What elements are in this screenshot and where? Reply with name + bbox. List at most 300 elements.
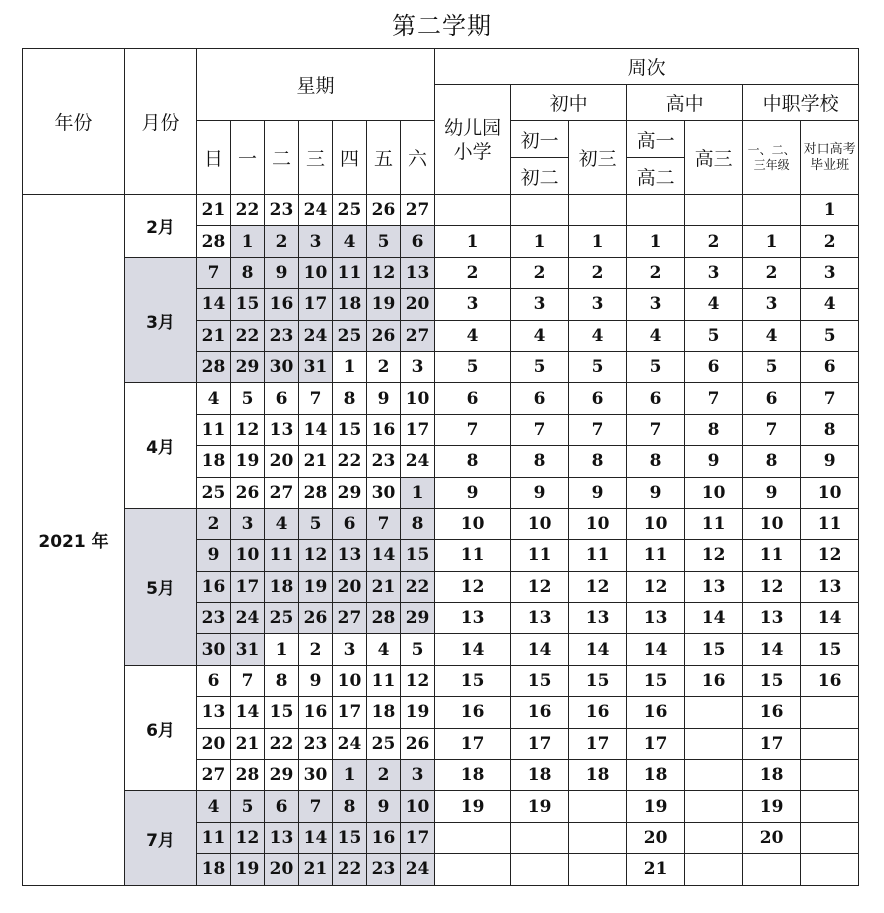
day-cell: 16 — [197, 571, 231, 602]
day-cell: 7 — [367, 508, 401, 539]
day-cell: 5 — [401, 634, 435, 665]
day-cell: 12 — [299, 540, 333, 571]
month-cell: 4月 — [125, 383, 197, 509]
day-cell: 25 — [333, 195, 367, 226]
week-cell-junior-1-2: 8 — [511, 446, 569, 477]
day-cell: 28 — [197, 226, 231, 257]
week-cell-voc-exam — [801, 854, 859, 885]
day-cell: 13 — [265, 822, 299, 853]
month-cell: 6月 — [125, 665, 197, 791]
day-cell: 8 — [231, 257, 265, 288]
day-cell: 31 — [231, 634, 265, 665]
day-cell: 10 — [401, 383, 435, 414]
week-cell-senior-1-2: 18 — [627, 760, 685, 791]
week-cell-senior-1-2: 4 — [627, 320, 685, 351]
year-cell: 2021 年 — [23, 195, 125, 886]
day-cell: 8 — [333, 791, 367, 822]
week-cell-junior-3: 13 — [569, 603, 627, 634]
table-row — [23, 195, 859, 226]
day-cell: 10 — [299, 257, 333, 288]
week-cell-voc-exam: 10 — [801, 477, 859, 508]
day-cell: 17 — [231, 571, 265, 602]
week-cell-kindergarten: 14 — [435, 634, 511, 665]
week-cell-junior-3: 12 — [569, 571, 627, 602]
week-cell-voc-grades: 15 — [743, 665, 801, 696]
header-junior: 初中 — [511, 85, 627, 121]
day-cell: 13 — [333, 540, 367, 571]
day-cell: 8 — [265, 665, 299, 696]
week-cell-junior-1-2: 11 — [511, 540, 569, 571]
day-cell: 17 — [401, 822, 435, 853]
day-cell: 24 — [299, 320, 333, 351]
week-cell-junior-3: 5 — [569, 351, 627, 382]
week-cell-kindergarten: 3 — [435, 289, 511, 320]
day-cell: 29 — [333, 477, 367, 508]
week-cell-voc-exam: 11 — [801, 508, 859, 539]
header-week-count: 周次 — [435, 49, 859, 85]
week-cell-voc-grades: 16 — [743, 697, 801, 728]
week-cell-junior-3: 1 — [569, 226, 627, 257]
day-cell: 19 — [367, 289, 401, 320]
day-cell: 21 — [197, 195, 231, 226]
day-cell: 19 — [401, 697, 435, 728]
day-cell: 6 — [265, 791, 299, 822]
week-cell-junior-1-2 — [511, 854, 569, 885]
week-cell-voc-grades: 11 — [743, 540, 801, 571]
week-cell-senior-3 — [685, 854, 743, 885]
week-cell-kindergarten: 13 — [435, 603, 511, 634]
day-cell: 27 — [333, 603, 367, 634]
day-cell: 2 — [299, 634, 333, 665]
week-cell-junior-3: 8 — [569, 446, 627, 477]
day-cell: 4 — [333, 226, 367, 257]
day-cell: 14 — [299, 414, 333, 445]
week-cell-kindergarten: 12 — [435, 571, 511, 602]
week-cell-senior-1-2: 1 — [627, 226, 685, 257]
day-cell: 18 — [197, 854, 231, 885]
day-cell: 27 — [401, 195, 435, 226]
day-cell: 23 — [265, 320, 299, 351]
week-cell-kindergarten — [435, 195, 511, 226]
week-cell-voc-grades: 1 — [743, 226, 801, 257]
week-cell-junior-3 — [569, 854, 627, 885]
day-cell: 29 — [265, 760, 299, 791]
day-cell: 21 — [299, 854, 333, 885]
week-cell-kindergarten: 9 — [435, 477, 511, 508]
week-cell-senior-3: 11 — [685, 508, 743, 539]
day-cell: 11 — [367, 665, 401, 696]
week-cell-voc-exam — [801, 728, 859, 759]
day-cell: 16 — [367, 414, 401, 445]
week-cell-junior-1-2: 19 — [511, 791, 569, 822]
week-cell-voc-grades: 6 — [743, 383, 801, 414]
week-cell-junior-3 — [569, 195, 627, 226]
week-cell-senior-3 — [685, 760, 743, 791]
week-cell-junior-3: 16 — [569, 697, 627, 728]
week-cell-kindergarten: 8 — [435, 446, 511, 477]
week-cell-junior-1-2: 16 — [511, 697, 569, 728]
day-cell: 3 — [231, 508, 265, 539]
week-cell-senior-3 — [685, 791, 743, 822]
table-row — [23, 508, 859, 539]
week-cell-kindergarten: 7 — [435, 414, 511, 445]
header-month: 月份 — [125, 49, 197, 195]
day-cell: 11 — [197, 822, 231, 853]
week-cell-kindergarten — [435, 822, 511, 853]
header-senior-3: 高三 — [685, 121, 743, 195]
week-cell-voc-exam — [801, 760, 859, 791]
day-cell: 12 — [231, 822, 265, 853]
day-cell: 6 — [401, 226, 435, 257]
week-cell-junior-3 — [569, 822, 627, 853]
week-cell-junior-3: 11 — [569, 540, 627, 571]
week-cell-senior-1-2: 9 — [627, 477, 685, 508]
week-cell-senior-3: 16 — [685, 665, 743, 696]
page-title: 第二学期 — [392, 12, 492, 40]
day-cell: 12 — [231, 414, 265, 445]
week-cell-junior-1-2 — [511, 195, 569, 226]
day-cell: 7 — [299, 383, 333, 414]
table-row — [23, 791, 859, 822]
day-cell: 16 — [265, 289, 299, 320]
week-cell-kindergarten: 11 — [435, 540, 511, 571]
header-vocational: 中职学校 — [743, 85, 859, 121]
day-cell: 6 — [333, 508, 367, 539]
header-senior-2: 高二 — [627, 158, 685, 195]
week-cell-senior-3: 13 — [685, 571, 743, 602]
day-cell: 28 — [197, 351, 231, 382]
week-cell-kindergarten: 5 — [435, 351, 511, 382]
week-cell-senior-1-2: 14 — [627, 634, 685, 665]
day-cell: 2 — [367, 351, 401, 382]
day-cell: 3 — [299, 226, 333, 257]
week-cell-voc-grades: 5 — [743, 351, 801, 382]
day-cell: 2 — [265, 226, 299, 257]
week-cell-kindergarten: 2 — [435, 257, 511, 288]
day-cell: 14 — [367, 540, 401, 571]
week-cell-senior-3 — [685, 195, 743, 226]
week-cell-senior-3 — [685, 822, 743, 853]
day-cell: 21 — [231, 728, 265, 759]
week-cell-kindergarten: 16 — [435, 697, 511, 728]
day-cell: 27 — [265, 477, 299, 508]
month-cell: 5月 — [125, 508, 197, 665]
day-cell: 23 — [299, 728, 333, 759]
header-junior-1: 初一 — [511, 121, 569, 158]
week-cell-voc-grades: 2 — [743, 257, 801, 288]
week-cell-voc-grades: 4 — [743, 320, 801, 351]
week-cell-senior-1-2: 21 — [627, 854, 685, 885]
day-cell: 22 — [231, 320, 265, 351]
week-cell-kindergarten: 15 — [435, 665, 511, 696]
day-cell: 6 — [265, 383, 299, 414]
week-cell-voc-grades: 10 — [743, 508, 801, 539]
day-cell: 15 — [333, 414, 367, 445]
weekday-sun: 日 — [197, 121, 231, 195]
day-cell: 12 — [401, 665, 435, 696]
day-cell: 25 — [197, 477, 231, 508]
week-cell-junior-1-2: 17 — [511, 728, 569, 759]
day-cell: 23 — [367, 854, 401, 885]
week-cell-junior-1-2: 13 — [511, 603, 569, 634]
day-cell: 17 — [299, 289, 333, 320]
day-cell: 22 — [333, 446, 367, 477]
week-cell-voc-exam: 14 — [801, 603, 859, 634]
week-cell-senior-1-2 — [627, 195, 685, 226]
week-cell-junior-3: 2 — [569, 257, 627, 288]
day-cell: 9 — [265, 257, 299, 288]
week-cell-senior-1-2: 17 — [627, 728, 685, 759]
week-cell-senior-1-2: 20 — [627, 822, 685, 853]
day-cell: 9 — [197, 540, 231, 571]
week-cell-junior-3: 4 — [569, 320, 627, 351]
week-cell-junior-1-2: 1 — [511, 226, 569, 257]
week-cell-senior-3: 2 — [685, 226, 743, 257]
week-cell-junior-3: 3 — [569, 289, 627, 320]
day-cell: 2 — [197, 508, 231, 539]
day-cell: 26 — [231, 477, 265, 508]
day-cell: 21 — [367, 571, 401, 602]
week-cell-kindergarten: 10 — [435, 508, 511, 539]
week-cell-senior-3: 6 — [685, 351, 743, 382]
week-cell-junior-3: 14 — [569, 634, 627, 665]
week-cell-junior-1-2 — [511, 822, 569, 853]
day-cell: 28 — [231, 760, 265, 791]
week-cell-voc-grades: 14 — [743, 634, 801, 665]
day-cell: 11 — [197, 414, 231, 445]
day-cell: 9 — [299, 665, 333, 696]
day-cell: 16 — [367, 822, 401, 853]
week-cell-senior-1-2: 6 — [627, 383, 685, 414]
week-cell-senior-3 — [685, 697, 743, 728]
day-cell: 24 — [299, 195, 333, 226]
day-cell: 27 — [401, 320, 435, 351]
week-cell-voc-grades: 3 — [743, 289, 801, 320]
header-junior-3: 初三 — [569, 121, 627, 195]
week-cell-senior-3: 8 — [685, 414, 743, 445]
week-cell-voc-exam: 1 — [801, 195, 859, 226]
week-cell-junior-1-2: 4 — [511, 320, 569, 351]
day-cell: 5 — [231, 383, 265, 414]
day-cell: 15 — [333, 822, 367, 853]
day-cell: 4 — [197, 383, 231, 414]
week-cell-senior-3: 15 — [685, 634, 743, 665]
day-cell: 11 — [333, 257, 367, 288]
calendar-table — [22, 48, 859, 886]
weekday-tue: 二 — [265, 121, 299, 195]
day-cell: 1 — [401, 477, 435, 508]
week-cell-voc-exam: 12 — [801, 540, 859, 571]
day-cell: 17 — [333, 697, 367, 728]
header-senior-1: 高一 — [627, 121, 685, 158]
day-cell: 15 — [231, 289, 265, 320]
week-cell-voc-exam: 7 — [801, 383, 859, 414]
week-cell-junior-1-2: 7 — [511, 414, 569, 445]
week-cell-junior-3: 7 — [569, 414, 627, 445]
week-cell-senior-3: 5 — [685, 320, 743, 351]
week-cell-voc-exam: 8 — [801, 414, 859, 445]
day-cell: 10 — [401, 791, 435, 822]
day-cell: 14 — [231, 697, 265, 728]
week-cell-senior-3: 14 — [685, 603, 743, 634]
week-cell-junior-3: 10 — [569, 508, 627, 539]
week-cell-voc-exam: 6 — [801, 351, 859, 382]
day-cell: 28 — [299, 477, 333, 508]
day-cell: 1 — [333, 760, 367, 791]
week-cell-junior-3: 15 — [569, 665, 627, 696]
day-cell: 9 — [367, 791, 401, 822]
day-cell: 30 — [197, 634, 231, 665]
week-cell-kindergarten: 18 — [435, 760, 511, 791]
day-cell: 11 — [265, 540, 299, 571]
day-cell: 22 — [231, 195, 265, 226]
day-cell: 1 — [265, 634, 299, 665]
day-cell: 27 — [197, 760, 231, 791]
week-cell-junior-1-2: 18 — [511, 760, 569, 791]
day-cell: 14 — [299, 822, 333, 853]
day-cell: 22 — [265, 728, 299, 759]
day-cell: 23 — [197, 603, 231, 634]
day-cell: 4 — [265, 508, 299, 539]
day-cell: 13 — [401, 257, 435, 288]
day-cell: 26 — [299, 603, 333, 634]
week-cell-senior-1-2: 12 — [627, 571, 685, 602]
week-cell-voc-exam — [801, 791, 859, 822]
week-cell-voc-exam: 4 — [801, 289, 859, 320]
week-cell-senior-1-2: 10 — [627, 508, 685, 539]
weekday-wed: 三 — [299, 121, 333, 195]
day-cell: 19 — [299, 571, 333, 602]
week-cell-junior-3: 18 — [569, 760, 627, 791]
day-cell: 9 — [367, 383, 401, 414]
header-senior: 高中 — [627, 85, 743, 121]
day-cell: 2 — [367, 760, 401, 791]
day-cell: 20 — [265, 446, 299, 477]
week-cell-senior-1-2: 16 — [627, 697, 685, 728]
week-cell-voc-exam: 13 — [801, 571, 859, 602]
day-cell: 29 — [401, 603, 435, 634]
week-cell-junior-1-2: 2 — [511, 257, 569, 288]
week-cell-voc-exam: 16 — [801, 665, 859, 696]
day-cell: 16 — [299, 697, 333, 728]
day-cell: 24 — [401, 854, 435, 885]
day-cell: 18 — [333, 289, 367, 320]
day-cell: 18 — [265, 571, 299, 602]
week-cell-voc-exam: 15 — [801, 634, 859, 665]
week-cell-voc-grades: 18 — [743, 760, 801, 791]
day-cell: 19 — [231, 446, 265, 477]
week-cell-voc-grades: 20 — [743, 822, 801, 853]
week-cell-senior-1-2: 8 — [627, 446, 685, 477]
table-row — [23, 257, 859, 288]
week-cell-junior-1-2: 9 — [511, 477, 569, 508]
header-voc-grades: 一、二、三年级 — [743, 121, 801, 195]
day-cell: 23 — [367, 446, 401, 477]
week-cell-kindergarten: 17 — [435, 728, 511, 759]
week-cell-junior-1-2: 6 — [511, 383, 569, 414]
week-cell-senior-3: 9 — [685, 446, 743, 477]
day-cell: 3 — [401, 351, 435, 382]
day-cell: 7 — [197, 257, 231, 288]
week-cell-junior-3 — [569, 791, 627, 822]
week-cell-kindergarten: 6 — [435, 383, 511, 414]
day-cell: 7 — [231, 665, 265, 696]
day-cell: 26 — [401, 728, 435, 759]
day-cell: 4 — [367, 634, 401, 665]
day-cell: 20 — [401, 289, 435, 320]
day-cell: 22 — [401, 571, 435, 602]
week-cell-senior-1-2: 5 — [627, 351, 685, 382]
day-cell: 31 — [299, 351, 333, 382]
week-cell-senior-3: 3 — [685, 257, 743, 288]
week-cell-senior-1-2: 2 — [627, 257, 685, 288]
week-cell-senior-1-2: 7 — [627, 414, 685, 445]
week-cell-voc-exam: 9 — [801, 446, 859, 477]
day-cell: 20 — [333, 571, 367, 602]
day-cell: 3 — [333, 634, 367, 665]
weekday-fri: 五 — [367, 121, 401, 195]
header-weekday-group: 星期 — [197, 49, 435, 121]
day-cell: 14 — [197, 289, 231, 320]
week-cell-senior-1-2: 13 — [627, 603, 685, 634]
weekday-mon: 一 — [231, 121, 265, 195]
day-cell: 24 — [333, 728, 367, 759]
day-cell: 5 — [231, 791, 265, 822]
day-cell: 15 — [265, 697, 299, 728]
day-cell: 30 — [265, 351, 299, 382]
header-junior-2: 初二 — [511, 158, 569, 195]
day-cell: 12 — [367, 257, 401, 288]
day-cell: 7 — [299, 791, 333, 822]
day-cell: 13 — [265, 414, 299, 445]
week-cell-junior-3: 17 — [569, 728, 627, 759]
week-cell-voc-grades: 9 — [743, 477, 801, 508]
week-cell-voc-exam — [801, 697, 859, 728]
week-cell-junior-1-2: 10 — [511, 508, 569, 539]
day-cell: 13 — [197, 697, 231, 728]
week-cell-kindergarten: 19 — [435, 791, 511, 822]
day-cell: 15 — [401, 540, 435, 571]
week-cell-junior-3: 6 — [569, 383, 627, 414]
day-cell: 30 — [367, 477, 401, 508]
day-cell: 26 — [367, 195, 401, 226]
day-cell: 23 — [265, 195, 299, 226]
week-cell-senior-1-2: 19 — [627, 791, 685, 822]
week-cell-voc-grades: 7 — [743, 414, 801, 445]
month-cell: 7月 — [125, 791, 197, 885]
week-cell-voc-exam — [801, 822, 859, 853]
header-kindergarten: 幼儿园小学 — [435, 85, 511, 195]
day-cell: 6 — [197, 665, 231, 696]
day-cell: 29 — [231, 351, 265, 382]
day-cell: 20 — [197, 728, 231, 759]
month-cell: 3月 — [125, 257, 197, 383]
week-cell-senior-3: 12 — [685, 540, 743, 571]
day-cell: 25 — [265, 603, 299, 634]
day-cell: 25 — [367, 728, 401, 759]
week-cell-junior-1-2: 3 — [511, 289, 569, 320]
week-cell-voc-grades — [743, 854, 801, 885]
weekday-thu: 四 — [333, 121, 367, 195]
day-cell: 10 — [333, 665, 367, 696]
week-cell-junior-3: 9 — [569, 477, 627, 508]
day-cell: 24 — [401, 446, 435, 477]
day-cell: 8 — [333, 383, 367, 414]
week-cell-voc-grades: 19 — [743, 791, 801, 822]
week-cell-voc-grades: 13 — [743, 603, 801, 634]
week-cell-voc-grades: 12 — [743, 571, 801, 602]
day-cell: 18 — [197, 446, 231, 477]
